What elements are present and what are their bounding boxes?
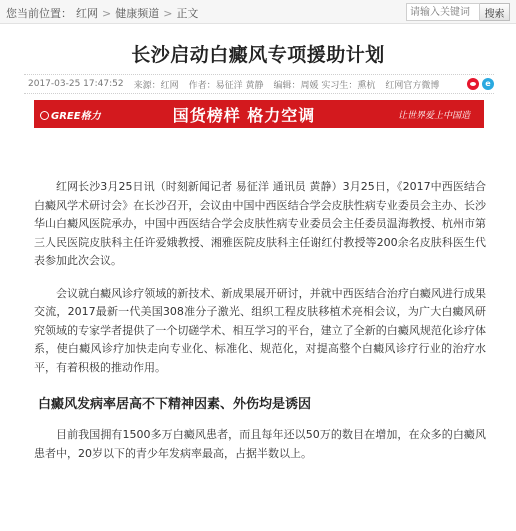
search-input[interactable] <box>406 3 480 21</box>
breadcrumb <box>6 5 198 21</box>
article-editor: 编辑：周媛 实习生：熏杭 <box>273 80 376 91</box>
article-source: 来源：红网 <box>133 80 179 91</box>
share-icon[interactable]: e <box>482 78 494 90</box>
ad-tagline: 让世界爱上中国造 <box>398 110 471 121</box>
breadcrumb-separator: > <box>102 6 112 20</box>
article-title: 长沙启动白癜风专项援助计划 <box>131 44 385 66</box>
search-box <box>406 3 510 21</box>
weibo-icon[interactable] <box>467 78 479 90</box>
article-meta <box>24 74 494 94</box>
article-paragraph: 红网长沙3月25日讯（时刻新闻记者 易征洋 通讯员 黄静）3月25日，《2017中西医结合白癜风学术研讨会》在长沙召开，会议由中国中西医结合学会皮肤性病专业委员会主办、长沙华山白癜风医院承办，中国中西医结合学会皮肤性病专业委员会主任委员温海教授、杭州市第三人民医院皮肤科主任许爱娥教授、湘雅医院皮肤科主任谢红付教授等200余名皮肤科医生代表参加此次会议。 <box>34 180 486 267</box>
breadcrumb-separator: > <box>163 6 173 20</box>
ad-banner[interactable] <box>34 100 484 128</box>
article-subheading: 白癜风发病率居高不下精神因素、外伤均是诱因 <box>38 397 312 412</box>
article-paragraph: 目前我国拥有1500多万白癜风患者，而且每年还以50万的数目在增加，在众多的白癜风患者中，20岁以下的青少年发病率最高，占据半数以上。 <box>34 428 486 460</box>
breadcrumb-prefix: 您当前位置： <box>6 7 72 20</box>
top-bar <box>0 0 516 24</box>
search-button[interactable]: 搜索 <box>480 3 510 21</box>
publish-datetime: 2017-03-25 17:47:52 <box>28 79 124 89</box>
gree-logo: GREE格力 <box>34 107 90 122</box>
share-icons <box>467 78 494 90</box>
gree-logo-icon <box>40 111 49 120</box>
official-weibo-link[interactable]: 红网官方微博 <box>385 80 440 91</box>
article-author: 作者：易征洋 黄静 <box>188 80 264 91</box>
ad-slogan: 国货榜样 格力空调 <box>172 105 316 125</box>
breadcrumb-item-home[interactable]: 红网 <box>76 7 98 20</box>
breadcrumb-item-current: 正文 <box>176 7 199 20</box>
article-body <box>34 178 486 463</box>
article-paragraph: 会议就白癜风诊疗领域的新技术、新成果展开研讨，并就中西医结合治疗白癜风进行成果交流，2017最新一代美国308准分子激光、组织工程皮肤移植术亮相会议，为广大白癜风研究领域的专家学者提供了一个切磋学术、相互学习的平台，建立了全新的白癜风规范化诊疗体系，使白癜风诊疗加快走向专业化、标准化、规范化，对提高整个白癜风诊疗行业的治疗水平，有着积极的推动作用。 <box>34 286 486 374</box>
breadcrumb-item-health[interactable]: 健康频道 <box>115 7 160 20</box>
